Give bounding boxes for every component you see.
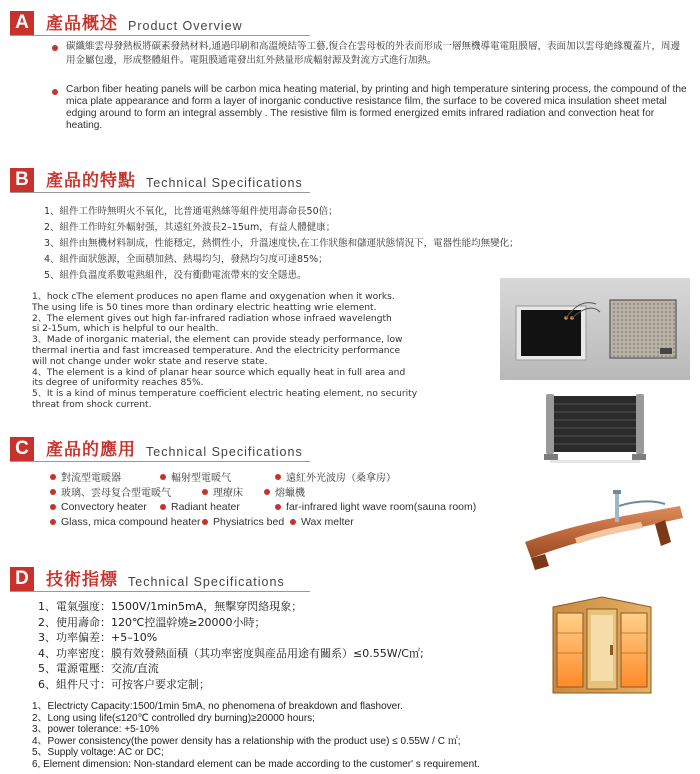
tech-en-item: 4、Power consistency(the power density has a relationship with the product use) ≤ 0.55W / C ㎡;: [32, 735, 461, 747]
tech-cn-item: 3、功率偏差：+5–10%: [38, 631, 158, 645]
section-d-badge: D: [10, 567, 34, 591]
feature-cn-item: 5、組件負溫度系數電熱組件，没有衝動電流帶來的安全隱患。: [44, 270, 307, 281]
tech-en-item: 3、power tolerance: +5-10%: [32, 724, 160, 736]
feature-en-item: 5、It is a kind of minus temperature coefficient electric heating element, no security threat from shock current.: [32, 389, 418, 410]
feature-cn-item: 1、組件工作時無明火不氧化，比普通電熱絲等組件使用壽命長50倍；: [44, 206, 338, 217]
sauna-room-image: [547, 593, 657, 699]
bullet-dot-icon: [202, 519, 208, 525]
overview-en-paragraph: Carbon fiber heating panels will be carbon mica heating material, by printing and high temperature sintering process, the compound of the mica plate appearance and form a layer of inorganic conductive resistance film, the surface to be covered mica insulation sheet metal edging around to form an integral assembly . The resistive film is formed energized emits infrared radiation and convection heat for heating.: [52, 84, 688, 132]
bullet-dot-icon: [275, 504, 281, 510]
application-item: Radiant heater: [160, 501, 275, 513]
section-a-badge: A: [10, 11, 34, 35]
section-a-divider: [10, 35, 310, 36]
panel-heater-photo: [540, 388, 650, 468]
section-c-divider: [10, 461, 310, 462]
application-item: Physiatrics bed: [202, 516, 290, 528]
section-a-title-en: Product Overview: [128, 19, 243, 33]
application-item: Glass, mica compound heater: [50, 516, 202, 528]
application-item: 熔蠟機: [264, 484, 305, 499]
tech-cn-item: 1、電氣强度：1500V/1min5mA，無擊穿閃絡現象；: [38, 600, 303, 613]
application-item: 對流型電暖器: [50, 469, 160, 484]
application-item: 玻璃、雲母复合型電暖气: [50, 484, 202, 499]
feature-en-item: 3、Made of inorganic material, the element can provide steady performance, low thermal inertia and fast imcreased temperature. And the electricity performance will not change under wokr state and reserve state.: [32, 335, 403, 367]
tech-cn-item: 5、電源電壓：交流/直流: [38, 662, 159, 676]
overview-cn-list: [52, 40, 688, 68]
tech-cn-list: [38, 599, 488, 693]
feature-cn-item: 3、組件由無機材料制成，性能穩定，熱慣性小，升溫速度快,在工作狀態和儲運狀態情況下，電器性能均無變化；: [44, 238, 519, 249]
application-item: Wax melter: [290, 516, 354, 528]
feature-en-item: 4、The element is a kind of planar hear source which equally heat in full area and its degree of uniformity reaches 85%.: [32, 367, 406, 389]
section-a-header: [10, 9, 243, 35]
bullet-dot-icon: [160, 504, 166, 510]
section-c-title-en: Technical Specifications: [146, 445, 303, 459]
overview-en-list: [52, 84, 688, 132]
bullet-dot-icon: [160, 474, 166, 480]
features-en-list: [32, 292, 487, 411]
bullet-dot-icon: [50, 519, 56, 525]
heating-panels-photo: [500, 278, 690, 380]
application-item: Convectory heater: [50, 501, 160, 513]
applications-en-row-2: [50, 514, 500, 529]
application-item: 遠紅外光波房（桑拿房）: [275, 469, 396, 484]
section-d-divider: [10, 591, 310, 592]
features-cn-list: [44, 204, 604, 284]
section-b-badge: B: [10, 168, 34, 192]
applications-list: [50, 469, 500, 529]
tech-en-item: 5、Supply voltage: AC or DC;: [32, 747, 164, 759]
feature-en-item: 2、The element gives out high far-infrared radiation whose infraed wavelength si 2-15um, which is helpful to our health.: [32, 313, 392, 335]
bullet-dot-icon: [50, 474, 56, 480]
tech-cn-item: 2、使用壽命：120℃控溫幹燒≥20000小時；: [38, 615, 266, 629]
tech-en-item: 6, Element dimension: Non-standard element can be made according to the customer' s requirement.: [32, 758, 480, 770]
application-item: far-infrared light wave room(sauna room): [275, 501, 476, 513]
tech-en-list: [32, 701, 522, 771]
section-a-title-cn: 產品概述: [46, 14, 118, 34]
bullet-dot-icon: [50, 489, 56, 495]
application-item: 輻射型電暖气: [160, 469, 275, 484]
application-item: 理療床: [202, 484, 264, 499]
panel-heater-image: [540, 388, 650, 468]
bullet-dot-icon: [264, 489, 270, 495]
heating-panels-image: [500, 278, 690, 380]
sauna-room-photo: [547, 593, 657, 699]
overview-cn-paragraph: 碳纖維雲母發熱板將碳素發熱材料,通過印刷和高溫燒結等工藝,復合在雲母板的外表而形成一層無機導電電阻膜層，表面加以雲母絶緣覆蓋片，周邊用金屬包邊，形成整體組件。電阻膜通電發出紅外熱量形成輻射源及對流方式進行加熱。: [52, 40, 688, 68]
feature-cn-item: 2、組件工作時紅外輻射强，其遠紅外波長2–15um，有益人體健康；: [44, 222, 336, 233]
bullet-dot-icon: [202, 489, 208, 495]
applications-cn-row-1: [50, 469, 500, 484]
bullet-dot-icon: [290, 519, 296, 525]
section-c-title-cn: 產品的應用: [46, 440, 136, 460]
tech-en-item: 2、Long using life(≤120℃ controlled dry burning)≥20000 hours;: [32, 712, 315, 724]
tech-en-item: 1、Electricty Capacity:1500/1min 5mA, no phenomena of breakdown and flashover.: [32, 701, 403, 712]
section-d-title-cn: 技術指標: [46, 570, 118, 590]
section-b-header: [10, 166, 303, 192]
bullet-dot-icon: [275, 474, 281, 480]
section-b-title-en: Technical Specifications: [146, 176, 303, 190]
feature-cn-item: 4、組件面狀態源，全面積加熱、熱場均匀，發熱均匀度可達85%；: [44, 254, 328, 265]
section-c-badge: C: [10, 437, 34, 461]
bullet-dot-icon: [50, 504, 56, 510]
physiatrics-bed-photo: [515, 484, 690, 582]
section-b-title-cn: 產品的特點: [46, 171, 136, 191]
physiatrics-bed-image: [515, 484, 690, 582]
applications-cn-row-2: [50, 484, 500, 499]
tech-cn-item: 4、功率密度：膜有效發熱面積（其功率密度與産品用途有關系）≤0.55W/C㎡;: [38, 646, 424, 660]
section-d-header: [10, 565, 285, 591]
section-b-divider: [10, 192, 310, 193]
applications-en-row-1: [50, 499, 500, 514]
section-d-title-en: Technical Specifications: [128, 575, 285, 589]
section-c-header: [10, 435, 303, 461]
feature-en-item: 1、hock cThe element produces no apen flame and oxygenation when it works. The using life is 50 tines more than ordinary electric heatting wrie element.: [32, 292, 395, 313]
tech-cn-item: 6、組件尺寸：可按客户要求定制；: [38, 677, 210, 691]
